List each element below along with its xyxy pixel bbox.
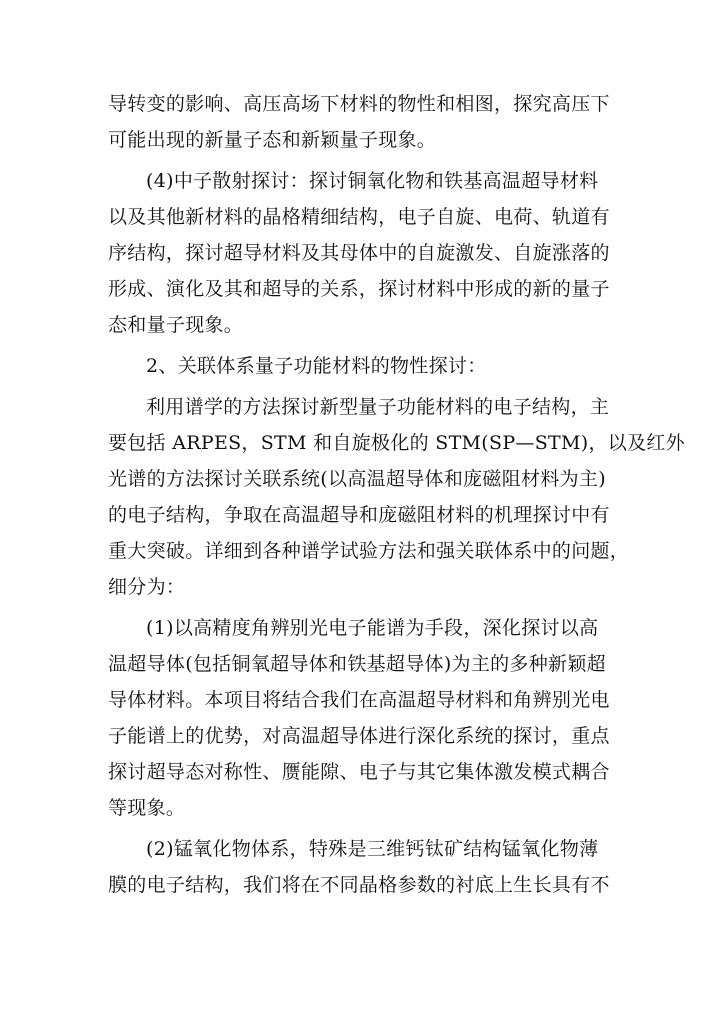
section-heading: 2、关联体系量子功能材料的物性探讨： <box>146 355 487 377</box>
paragraph-start-line: 利用谱学的方法探讨新型量子功能材料的电子结构，主 <box>146 396 610 418</box>
body-text-line: 重大突破。详细到各种谱学试验方法和强关联体系中的问题， <box>108 540 630 562</box>
body-text-line: 等现象。 <box>108 797 186 819</box>
paragraph-start-line: (1)以高精度角辨别光电子能谱为手段，深化探讨以高 <box>146 617 599 639</box>
body-text-line: 子能谱上的优势，对高温超导体进行深化系统的探讨，重点 <box>108 725 610 747</box>
body-text-line: 序结构，探讨超导材料及其母体中的自旋激发、自旋涨落的 <box>108 242 610 264</box>
body-text-line: 温超导体(包括铜氧超导体和铁基超导体)为主的多种新颖超 <box>108 653 606 675</box>
body-text-line: 细分为： <box>108 576 186 598</box>
body-text-line: 以及其他新材料的晶格精细结构，电子自旋、电荷、轨道有 <box>108 206 610 228</box>
body-text-line: 探讨超导态对称性、赝能隙、电子与其它集体激发模式耦合 <box>108 761 610 783</box>
body-text-line: 膜的电子结构，我们将在不同晶格参数的衬底上生长具有不 <box>108 874 610 896</box>
body-text-line: 光谱的方法探讨关联系统(以高温超导体和庞磁阻材料为主) <box>108 468 606 490</box>
document-page <box>108 86 685 903</box>
body-text-line: 导体材料。本项目将结合我们在高温超导材料和角辨别光电 <box>108 689 610 711</box>
body-text-line: 可能出现的新量子态和新颖量子现象。 <box>108 129 437 151</box>
paragraph-start-line: (2)锰氧化物体系，特殊是三维钙钛矿结构锰氧化物薄 <box>146 838 599 860</box>
body-text-line: 要包括 ARPES，STM 和自旋极化的 STM(SP—STM)，以及红外 <box>108 432 685 454</box>
body-text-line: 的电子结构，争取在高温超导和庞磁阻材料的机理探讨中有 <box>108 504 610 526</box>
body-text-line: 导转变的影响、高压高场下材料的物性和相图，探究高压下 <box>108 93 610 115</box>
body-text-line: 形成、演化及其和超导的关系，探讨材料中形成的新的量子 <box>108 278 610 300</box>
body-text-line: 态和量子现象。 <box>108 314 244 336</box>
paragraph-start-line: (4)中子散射探讨：探讨铜氧化物和铁基高温超导材料 <box>146 170 599 192</box>
